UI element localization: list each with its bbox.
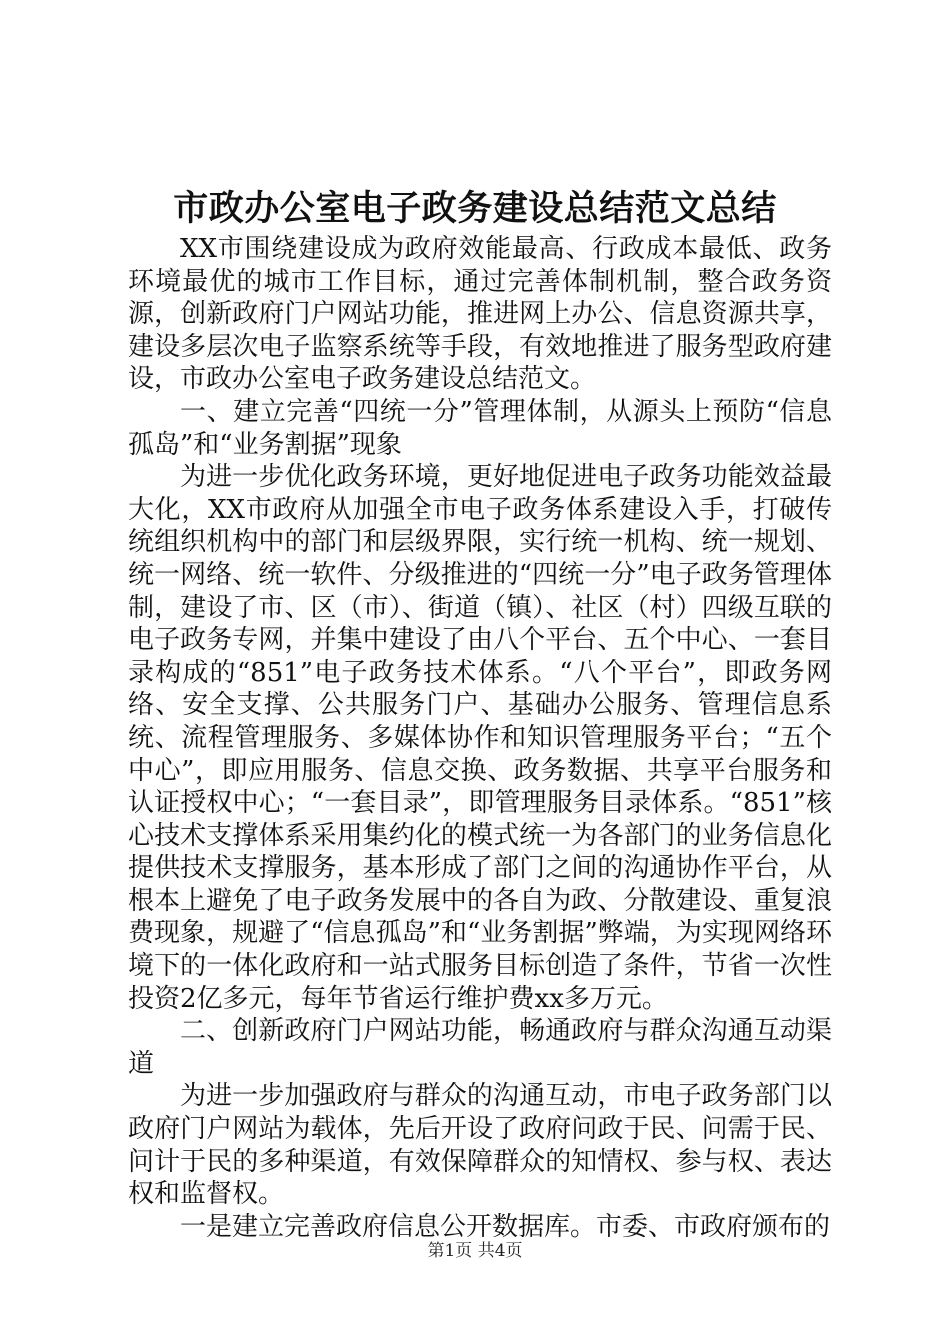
paragraph-intro: XX市围绕建设成为政府效能最高、行政成本最低、政务环境最优的城市工作目标，通过完善体制机制，整合政务资源，创新政府门户网站功能，推进网上办公、信息资源共享，建设多层次电子监察系统等手段，有效地推进了服务型政府建设，市政办公室电子政务建设总结范文。 <box>128 234 832 395</box>
document-body <box>128 233 832 1243</box>
section-heading-1: 一、建立完善“四统一分”管理体制，从源头上预防“信息孤岛”和“业务割据”现象 <box>128 396 832 460</box>
paragraph-section-1: 为进一步优化政务环境，更好地促进电子政务功能效益最大化，XX市政府从加强全市电子政务体系建设入手，打破传统组织机构中的部门和层级界限，实行统一机构、统一规划、统一网络、统一软件、分级推进的“四统一分”电子政务管理体制，建设了市、区（市）、街道（镇）、社区（村）四级互联的电子政务专网，并集中建设了由八个平台、五个中心、一套目录构成的“851”电子政务技术体系。“八个平台”，即政务网络、安全支撑、公共服务门户、基础办公服务、管理信息系统、流程管理服务、多媒体协作和知识管理服务平台；“五个中心”，即应用服务、信息交换、政务数据、共享平台服务和认证授权中心；“一套目录”，即管理服务目录体系。“851”核心技术支撑体系采用集约化的模式统一为各部门的业务信息化提供技术支撑服务，基本形成了部门之间的沟通协作平台，从根本上避免了电子政务发展中的各自为政、分散建设、重复浪费现象，规避了“信息孤岛”和“业务割据”弊端，为实现网络环境下的一体化政府和一站式服务目标创造了条件，节省一次性投资2亿多元，每年节省运行维护费xx多万元。 <box>128 462 832 1014</box>
section-heading-2: 二、创新政府门户网站功能，畅通政府与群众沟通互动渠道 <box>128 1016 832 1079</box>
paragraph-item-1: 一是建立完善政府信息公开数据库。市委、市政府颁布的 <box>180 1211 831 1242</box>
document-title: 市政办公室电子政务建设总结范文总结 <box>173 189 777 229</box>
page-number-footer: 第1页 共4页 <box>427 1241 523 1261</box>
paragraph-section-2: 为进一步加强政府与群众的沟通互动，市电子政务部门以政府门户网站为载体，先后开设了政府问政于民、问需于民、问计于民的多种渠道，有效保障群众的知情权、参与权、表达权和监督权。 <box>128 1081 832 1210</box>
